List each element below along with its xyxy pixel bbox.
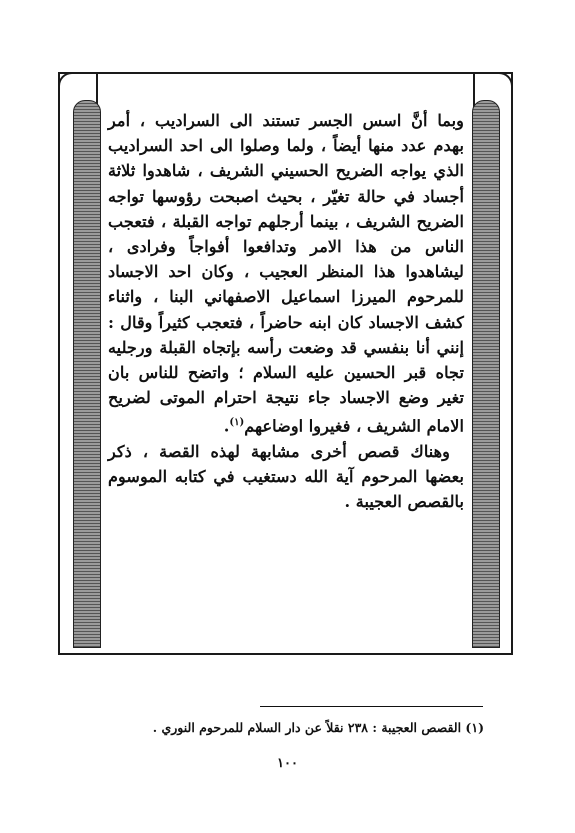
paragraph-text: وبما أنَّ اسس الجسر تستند الى السراديب ، أمر بهدم عدد منها أيضاً ، ولما وصلوا الى احد السراديب الذي يواجه الضريح الحسيني الشريف ، شاهدوا ثلاثة أجساد في حالة تغيّر ، بحيث اصبحت رؤوسها تواجه الضريح الشريف ، بينما أرجلهم تواجه القبلة ، فتعجب الناس من هذا الامر وتدافعوا أفواجاً وفرادى ، ليشاهدوا هذا المنظر العجيب ، وكان احد الاجساد للمرحوم الميرزا اسماعيل الاصفهاني البنا ، واثناء كشف الاجساد كان ابنه حاضراً ، فتعجب كثيراً وقال : إنني أنا بنفسي قد وضعت رأسه بإتجاه القبلة ورجليه تجاه قبر الحسين عليه السلام ؛ واتضح للناس بان تغير وضع الاجساد جاء نتيجة احترام الموتى لضريح الامام الشريف ، فغيروا اوضاعهم [108, 111, 464, 436]
paragraph: وهناك قصص أخرى مشابهة لهذه القصة ، ذكر بعضها المرحوم آية الله دستغيب في كتابه الموسوم بالقصص العجيبة . [108, 442, 464, 512]
footnote-marker: (١) [229, 417, 245, 429]
footnote: (١) القصص العجيبة : ٢٣٨ نقلاً عن دار السلام للمرحوم النوري . [152, 720, 484, 735]
page-number: ١٠٠ [277, 756, 298, 771]
main-text [108, 108, 464, 515]
decorative-column-left [73, 100, 101, 648]
footnote-separator [260, 706, 483, 707]
decorative-column-right [472, 100, 500, 648]
paragraph [108, 108, 464, 439]
paragraph-end: . [223, 416, 230, 436]
